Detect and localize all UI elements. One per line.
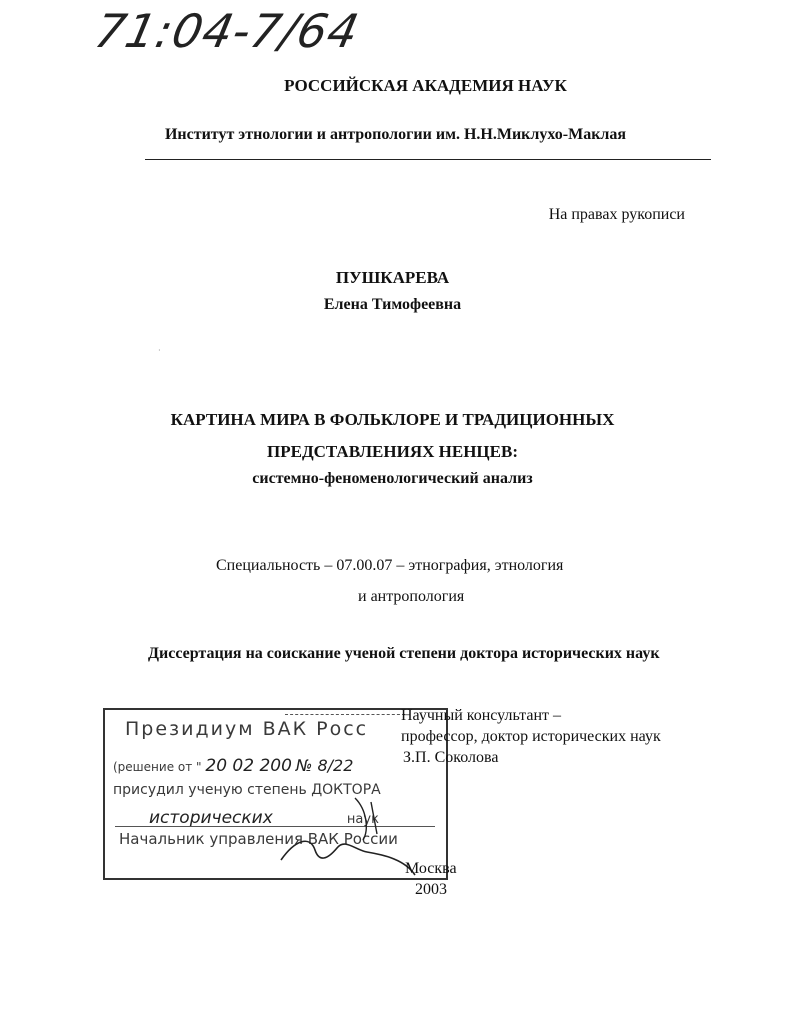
scientific-consultant — [401, 705, 661, 768]
stamp-decision-date: 20 02 200 — [205, 756, 292, 776]
author-surname: ПУШКАРЕВА — [335, 268, 450, 287]
stamp-science-suffix: наук — [346, 812, 379, 827]
consultant-name: З.П. Соколова — [403, 749, 499, 766]
dissertation-title-line2: ПРЕДСТАВЛЕНИЯХ НЕНЦЕВ: — [267, 442, 518, 461]
year: 2003 — [415, 881, 447, 898]
manuscript-rights-note: На правах рукописи — [548, 206, 685, 223]
vak-approval-stamp — [103, 708, 448, 880]
dissertation-degree-statement: Диссертация на соискание ученой степени доктора исторических наук — [148, 645, 660, 662]
stamp-science-handwritten: исторических — [149, 808, 273, 828]
handwritten-archive-code: 71:04-7/64 — [90, 4, 365, 58]
specialty-line1: Специальность – 07.00.07 – этнография, этнология — [216, 557, 564, 574]
stamp-head-label: Начальник управления ВАК России — [119, 830, 398, 848]
stamp-signature — [105, 710, 450, 882]
header-divider — [145, 159, 711, 160]
consultant-degree: профессор, доктор исторических наук — [401, 728, 661, 745]
stamp-decision-label: (решение от " — [113, 760, 202, 774]
consultant-role: Научный консультант – — [401, 707, 561, 724]
academy-name: РОССИЙСКАЯ АКАДЕМИЯ НАУК — [284, 76, 567, 95]
institute-name: Институт этнологии и антропологии им. Н.Н.Миклухо-Маклая — [164, 126, 627, 143]
stamp-title: Президиум ВАК Росс — [125, 718, 369, 740]
scan-speck: · — [158, 346, 161, 355]
author-given-names: Елена Тимофеевна — [323, 296, 462, 313]
city: Москва — [405, 860, 457, 877]
dissertation-title-line1: КАРТИНА МИРА В ФОЛЬКЛОРЕ И ТРАДИЦИОННЫХ — [170, 410, 615, 429]
dissertation-subtitle: системно-феноменологический анализ — [252, 470, 533, 487]
stamp-decision-number: № 8/22 — [295, 756, 354, 775]
stamp-degree-label: присудил ученую степень ДОКТОРА — [113, 782, 381, 798]
specialty-line2: и антропология — [358, 588, 465, 605]
